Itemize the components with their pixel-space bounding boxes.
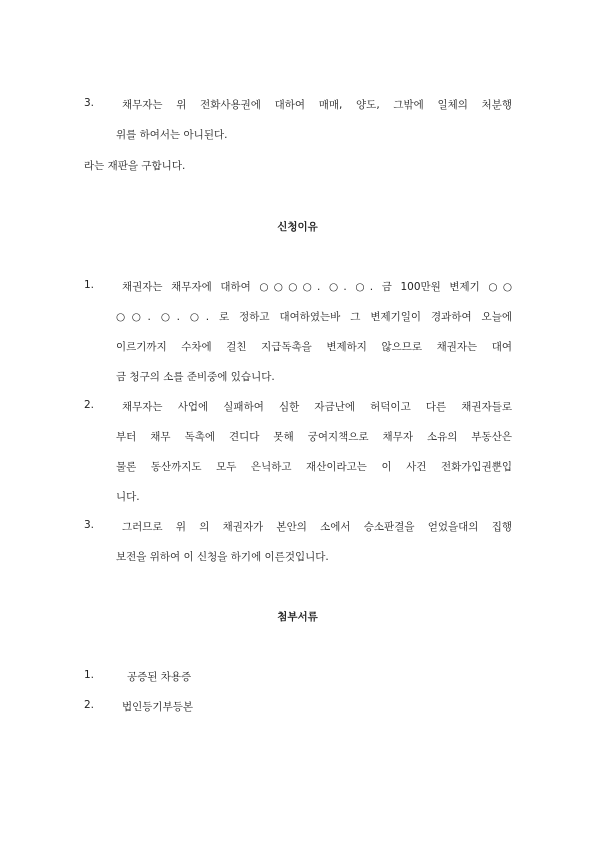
item-number: 2. [84,699,95,711]
text-line: 채무자는 사업에 실패하여 심한 자금난에 허덕이고 다른 채권자들로 [122,401,512,413]
closing-text: 라는 재판을 구합니다. [84,160,186,172]
text-line: 채무자는 위 전화사용권에 대하여 매매, 양도, 그밖에 일체의 처분행 [122,99,512,111]
text-line: 보전을 위하여 이 신청을 하기에 이른것입니다. [116,551,329,563]
item-number: 3. [84,519,95,531]
text-line: 위를 하여서는 아니된다. [116,129,228,141]
item-number: 2. [84,399,95,411]
item-number: 1. [84,279,95,291]
text-line: 물론 동산까지도 모두 은닉하고 재산이라고는 이 사건 전화가입권뿐입 [116,461,512,473]
text-line: ○○. ○. ○. 로 정하고 대여하였는바 그 변제기일이 경과하여 오늘에 [116,311,512,323]
attachment-item: 공증된 차용증 [127,671,192,683]
text-line: 그러므로 위 의 채권자가 본안의 소에서 승소판결을 얻었을대의 집행 [122,521,512,533]
section-heading-attachments: 첨부서류 [277,611,318,623]
text-line: 금 청구의 소를 준비중에 있습니다. [116,371,275,383]
text-line: 부터 채무 독촉에 견디다 못해 궁여지책으로 채무자 소유의 부동산은 [116,431,512,443]
attachment-item: 법인등기부등본 [122,701,194,713]
item-number: 3. [84,97,95,109]
section-heading-reasons: 신청이유 [277,221,318,233]
text-line: 니다. [116,491,140,503]
text-line: 채권자는 채무자에 대하여 ○○○○. ○. ○. 금 100만원 변제기 ○○ [122,281,512,293]
item-number: 1. [84,669,95,681]
text-line: 이르기까지 수차에 걸친 지급독촉을 변제하지 않으므로 채권자는 대여 [116,341,512,353]
